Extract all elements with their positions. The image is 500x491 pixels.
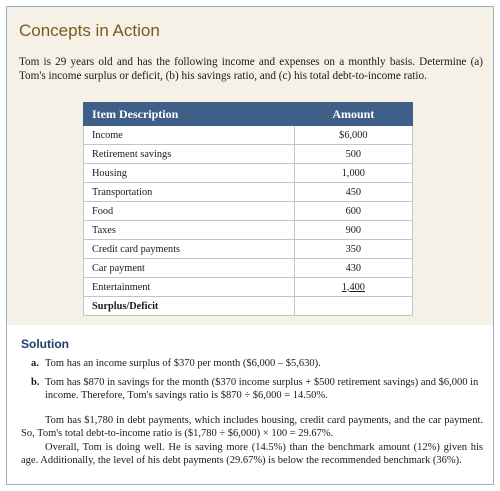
table-row: [84, 278, 413, 297]
row-item: Credit card payments: [84, 240, 295, 259]
row-amount: 350: [294, 240, 412, 259]
column-header-item: Item Description: [84, 103, 295, 126]
table-row: [84, 164, 413, 183]
item-text: Tom has an income surplus of $370 per month ($6,000 – $5,630).: [45, 358, 321, 369]
section-title: Concepts in Action: [19, 21, 160, 40]
row-item: Taxes: [84, 221, 295, 240]
row-amount: 450: [294, 183, 412, 202]
table-row: [84, 240, 413, 259]
table-header-row: [84, 103, 413, 126]
debt-paragraph: Tom has $1,780 in debt payments, which includes housing, credit card payments, and the car payment. So, Tom's total debt-to-income ratio is ($1,780 ÷ $6,000) × 100 = 29.67%.: [21, 414, 483, 439]
total-label: Surplus/Deficit: [84, 297, 295, 316]
table-row: [84, 221, 413, 240]
problem-panel: [7, 7, 493, 325]
solution-title: Solution: [21, 337, 69, 351]
row-amount: 430: [294, 259, 412, 278]
row-amount: 600: [294, 202, 412, 221]
solution-item-a: [21, 357, 483, 371]
row-amount-value: 1,400: [341, 281, 365, 293]
item-label: a.: [31, 358, 39, 369]
row-amount: 500: [294, 145, 412, 164]
row-amount: 1,000: [294, 164, 412, 183]
table-row: [84, 126, 413, 145]
table-row: [84, 183, 413, 202]
table-row: [84, 259, 413, 278]
row-item: Food: [84, 202, 295, 221]
concepts-in-action-box: [6, 6, 494, 485]
row-item: Income: [84, 126, 295, 145]
summary-paragraph: Overall, Tom is doing well. He is saving more (14.5%) than the benchmark amount (12%) given his age. Additionally, the level of his debt payments (29.67%) is below the recommended benchmark (36%).: [21, 441, 483, 466]
column-header-amount: Amount: [294, 103, 412, 126]
row-item: Entertainment: [84, 278, 295, 297]
item-label: b.: [31, 376, 40, 388]
row-item: Retirement savings: [84, 145, 295, 164]
solution-body: [21, 357, 483, 468]
item-text: Tom has $870 in savings for the month ($370 income surplus + $500 retirement savings) and $6,000 in income. Therefore, Tom's savings ratio is $870 ÷ $6,000 = 14.50%.: [45, 376, 479, 401]
row-amount: 900: [294, 221, 412, 240]
row-item: Transportation: [84, 183, 295, 202]
row-item: Car payment: [84, 259, 295, 278]
solution-item-b: [21, 376, 483, 403]
table-row: [84, 145, 413, 164]
table-row: [84, 202, 413, 221]
total-row: [84, 297, 413, 316]
row-item: Housing: [84, 164, 295, 183]
problem-statement: Tom is 29 years old and has the following income and expenses on a monthly basis. Determine (a) Tom's income surplus or deficit, (b) his savings ratio, and (c) his total debt-to-income ratio.: [19, 56, 483, 82]
income-expense-table: [83, 102, 413, 316]
row-amount: $6,000: [294, 126, 412, 145]
row-amount: [294, 278, 412, 297]
total-amount: [294, 297, 412, 316]
